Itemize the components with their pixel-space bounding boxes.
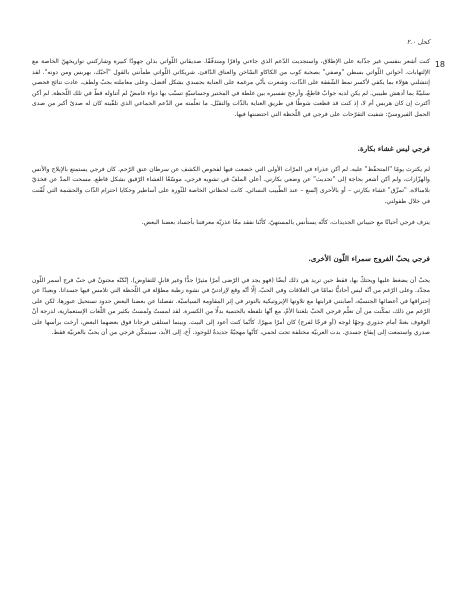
- page-body: [32, 57, 430, 339]
- section1-paragraph: كنت أشعر بنفسي غير جذّابة على الإطلاق، واستجديت الدّعم الذي جاءني وافرًا ومتدفّقًا. صديقاتي اللّواتي بذلن جهودًا كبيرة وشاركنني تواريخهنّ الخاصة مع الإلتهابات. أخواتي اللّواتي بسطن "وصفي" بصحبة كوب من الكاكاو السّاخن والعناق الدّافئ. شريكاتي اللّواتي طمأنني بالقول "أحبّك، بهربس ومن دونه". لقد إنتشلني هؤلاء بما يكفي لأكسر نمط الشّفقة على الذّات، وشعرت بأنّي مرغمة على العناية بجسدي بشكل أفضل، وعلى معاملته بحبّ ولطف. عادت نتائج فحصي سلبيّةً بما أدهش طبيبي. لم يكن لديه جوابٌ قاطعٌ، وأرجح تفسيره بين غلطة في المختبر وحساسيّةٍ تسبّب بها دواء غامضٌ لم أتناوله قطّ في تلك اللّحظة. لم أكن أكترث إن كان هربس أم لا، إذ كنت قد قطعت شوطًا في طريق العناية بالذّات والتقبّل. ما تعلّمته من الدّعم الجماعي الذي تلقّيته كان له صدىً أكبر من صدى الحمل الفيروسيّ: شفيت التقرّحات على فرجي في اللّحظة التي احتضنتها فيها.: [32, 58, 430, 118]
- section2-paragraph-1: لم يكترث يومًا "المتحفّظ" عليه. لم أكن عذراء في المرّات الأولى التي خضعت فيها لفحوص الكشف عن سرطان عنق الرّحم. كان فرجي يستمتع بالإيلاج والأنس والهزّازات، ولم أكن أشعر بحاجة إلى "تحديث" عن وضعي بكارتي. أعلن الملفّ في تشويه فرجي، موسّعًا الغشاء الرّقيق بشكل قاطع. مسحت المدّ عن فخذيّ بلامبالاة. "تمزّق" غشاء بكارتي – أو بالأحرى إتّسع – عند الطّبيب النسائي. كانت لحظاتي الخاصة للثّورة على أساطير وحكايا احترام الذّات والحشمة التي لُقّنت في خلال طفولتي.: [32, 165, 430, 205]
- section3-paragraph: يحبّ أن يضغط عليها ويحتكّ بها، فقط حين تريد هي ذلك أيضًا (فهو يجد في الرّضى أمرًا مثيرًا جدًّا وغير قابلٍ للتفاوض). إنّكنّه مجنونٌ في حبّ فرج أسمر اللّون مجدّد. وعلى الرّغم من أنّه ليس أحاديًّا تمامًا في العلاقات وفي الحبّ، إلّا أنّه وقع لإرادتيّ في نشوة رطبة مطوّلة في اللّحظة التي تلامس فيها جسدانا. وبعيدًا عن إحتراقها في أعضائها الجنسيّة، أصابتني قرابتها مع تلاوتها الإيروتيكية بالتوتر في إثر المقاومة السياسيّة. تفصلنا عن بعضنا البعض حدود تستحيل عبورها، لكن على الرّغم من ذلك، تمكّنت من أن تعلّم فرجي الحبّ بلغتنا الأمّ، مع أنّها تلفظه بالحتمية بدلًا من الكسرة. لقد لمستُ وتُمستُ بكثير من اللّغات الإستعمارية، لدرجة أنّ الوقوف بغتةً أمام جذوري وجهًا لوجه (أو فرجًا لفرج) كان أمرًا مبهرًا. كأنّما كنت أعود إلى البيت. وبينما استلقى فرجانا فوق بعضهما البعض، أرخت برأسها على صدري واستمعت إلى إيقاع جسدي. بدت العربيّة مختلفة تحت لحمي، كأنّها مهجيّةٌ جديدةٌ للوجود. آخ، إلى الأبد، سيتمكّن فرجي من أن يحبّ بالعربيّة فقط.: [32, 276, 430, 337]
- section2-paragraph-2: ينزف فرجي أحيانًا مع حبيباتي الجديدات، كأنّه يستأنس بالمستهيّ، كأنّنا نفقد معًا عذريّة معرفتنا بأجساد بعضنا البعض.: [141, 218, 430, 226]
- section3-heading: فرجي يحبّ الفروج سمراء اللّون الأخرى.: [308, 254, 430, 264]
- running-header: كحل ٢.٠: [406, 38, 430, 46]
- page-number: 18: [434, 60, 445, 69]
- section2-heading: فرجي ليس غشاء بكارة.: [357, 143, 430, 153]
